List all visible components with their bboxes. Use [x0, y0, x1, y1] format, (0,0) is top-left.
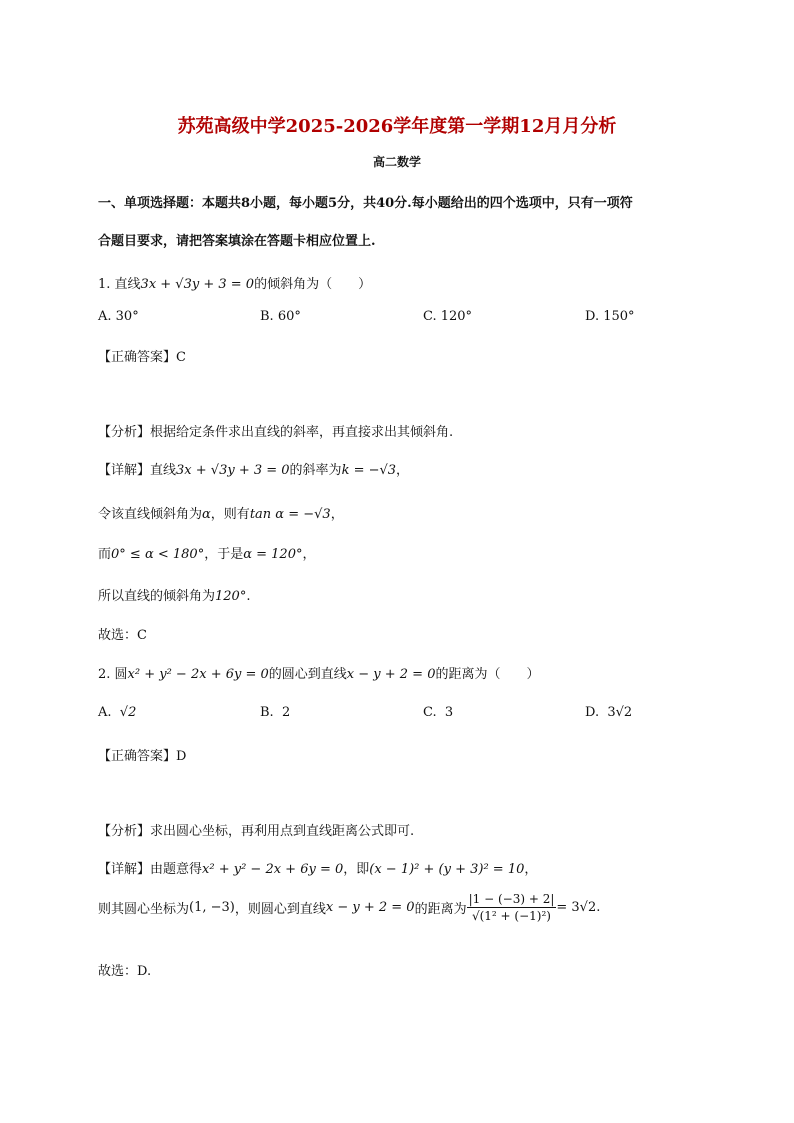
- q2-center-text2: ，则圆心到直线: [234, 902, 326, 917]
- q1-detail-equation: 3x + √3y + 3 = 0: [176, 463, 290, 478]
- q1-choose: 故选：C: [98, 628, 147, 643]
- q1-line-c-text2: .: [246, 589, 251, 604]
- q1-option-b: B. 60°: [260, 309, 301, 324]
- q2-choose: 故选：D.: [98, 964, 152, 979]
- q2-center-line-equation: x − y + 2 = 0: [325, 900, 415, 915]
- q1-detail-text2: 的斜率为: [289, 463, 342, 478]
- q2-center-coord: (1, −3): [189, 900, 235, 915]
- page-title: 苏苑高级中学2025-2026学年度第一学期12月月分析: [177, 116, 617, 137]
- q2-detail-text2: ，即: [343, 862, 370, 877]
- q2-detail-text3: ，: [524, 862, 538, 877]
- q1-line-a: [98, 503, 344, 522]
- q1-alpha-value: α = 120°: [243, 547, 303, 562]
- q2-option-a-label: A.: [98, 705, 112, 720]
- q1-detail-slope: k = −√3: [341, 463, 397, 478]
- q2-mid: 的圆心到直线: [268, 667, 347, 682]
- section-instructions-line2: 合题目要求，请把答案填涂在答题卡相应位置上.: [98, 234, 376, 249]
- q1-option-a: A. 30°: [98, 309, 139, 324]
- q1-line-b-text1: 而: [98, 547, 112, 562]
- q1-line-a-text3: ，: [330, 507, 344, 522]
- q1-line-b-text2: ，于是: [204, 547, 244, 562]
- q2-option-d: [585, 705, 632, 720]
- q2-detail-equation2: (x − 1)² + (y + 3)² = 10: [369, 862, 525, 877]
- q2-detail: [98, 858, 537, 877]
- q2-detail-equation1: x² + y² − 2x + 6y = 0: [202, 862, 344, 877]
- q2-answer: 【正确答案】D: [98, 749, 187, 764]
- q1-line-b: [98, 543, 315, 562]
- q1-option-c: C. 120°: [423, 309, 473, 324]
- page-subtitle: 高二数学: [372, 155, 421, 169]
- q2-line-equation: x − y + 2 = 0: [346, 667, 436, 682]
- distance-end: .: [596, 900, 601, 915]
- distance-numerator: |1 − (−3) + 2|: [468, 892, 555, 906]
- q2-option-a-value: √2: [119, 705, 137, 720]
- q1-line-c: [98, 585, 250, 604]
- distance-fraction: [467, 892, 557, 923]
- q2-option-c-value: 3: [444, 705, 454, 720]
- q1-detail-label: 【详解】: [98, 463, 151, 478]
- q2-option-b: [260, 705, 290, 720]
- q2-analysis: 【分析】求出圆心坐标，再利用点到直线距离公式即可.: [98, 824, 415, 839]
- q1-line-b-text3: ，: [302, 547, 316, 562]
- q2-prefix: 2. 圆: [98, 667, 128, 682]
- q2-detail-text1: 由题意得: [150, 862, 203, 877]
- q2-center-text1: 则其圆心坐标为: [98, 902, 190, 917]
- q2-option-c-label: C.: [423, 705, 437, 720]
- q2-option-b-label: B.: [260, 705, 274, 720]
- q2-suffix: 的距离为（ ）: [435, 667, 540, 682]
- q1-analysis: 【分析】根据给定条件求出直线的斜率，再直接求出其倾斜角.: [98, 425, 454, 440]
- q2-circle-equation: x² + y² − 2x + 6y = 0: [127, 667, 269, 682]
- q2-detail-label: 【详解】: [98, 862, 151, 877]
- q1-answer: 【正确答案】C: [98, 350, 186, 365]
- q1-line-a-text1: 令该直线倾斜角为: [98, 507, 203, 522]
- q2-option-d-label: D.: [585, 705, 600, 720]
- q1-detail-end: ，: [396, 463, 410, 478]
- question-1-stem: [98, 273, 371, 292]
- q1-alpha: α: [202, 507, 211, 522]
- q1-suffix: 的倾斜角为（ ）: [254, 277, 372, 292]
- q1-angle: 120°: [215, 589, 247, 604]
- q1-range: 0° ≤ α < 180°: [111, 547, 205, 562]
- q1-line-a-text2: ，则有: [210, 507, 250, 522]
- q1-line-c-text1: 所以直线的倾斜角为: [98, 589, 216, 604]
- q1-prefix: 1. 直线: [98, 277, 141, 292]
- q1-detail: [98, 459, 409, 478]
- distance-denominator: √(1² + (−1)²): [471, 909, 551, 923]
- q2-option-a: [98, 705, 136, 720]
- q1-tan-equation: tan α = −√3: [249, 507, 331, 522]
- question-2-stem: [98, 663, 540, 682]
- q2-center-line: [98, 892, 600, 923]
- q2-center-text3: 的距离为: [414, 902, 467, 917]
- q1-equation: 3x + √3y + 3 = 0: [140, 277, 255, 292]
- q1-detail-text1: 直线: [150, 463, 177, 478]
- q1-option-d: D. 150°: [585, 309, 635, 324]
- section-instructions-line1: 一、单项选择题：本题共8小题，每小题5分，共40分.每小题给出的四个选项中，只有一项符: [98, 196, 633, 211]
- q2-option-c: [423, 705, 453, 720]
- q2-option-d-value: 3√2: [607, 705, 633, 720]
- q2-option-b-value: 2: [281, 705, 291, 720]
- distance-result: = 3√2: [556, 900, 597, 915]
